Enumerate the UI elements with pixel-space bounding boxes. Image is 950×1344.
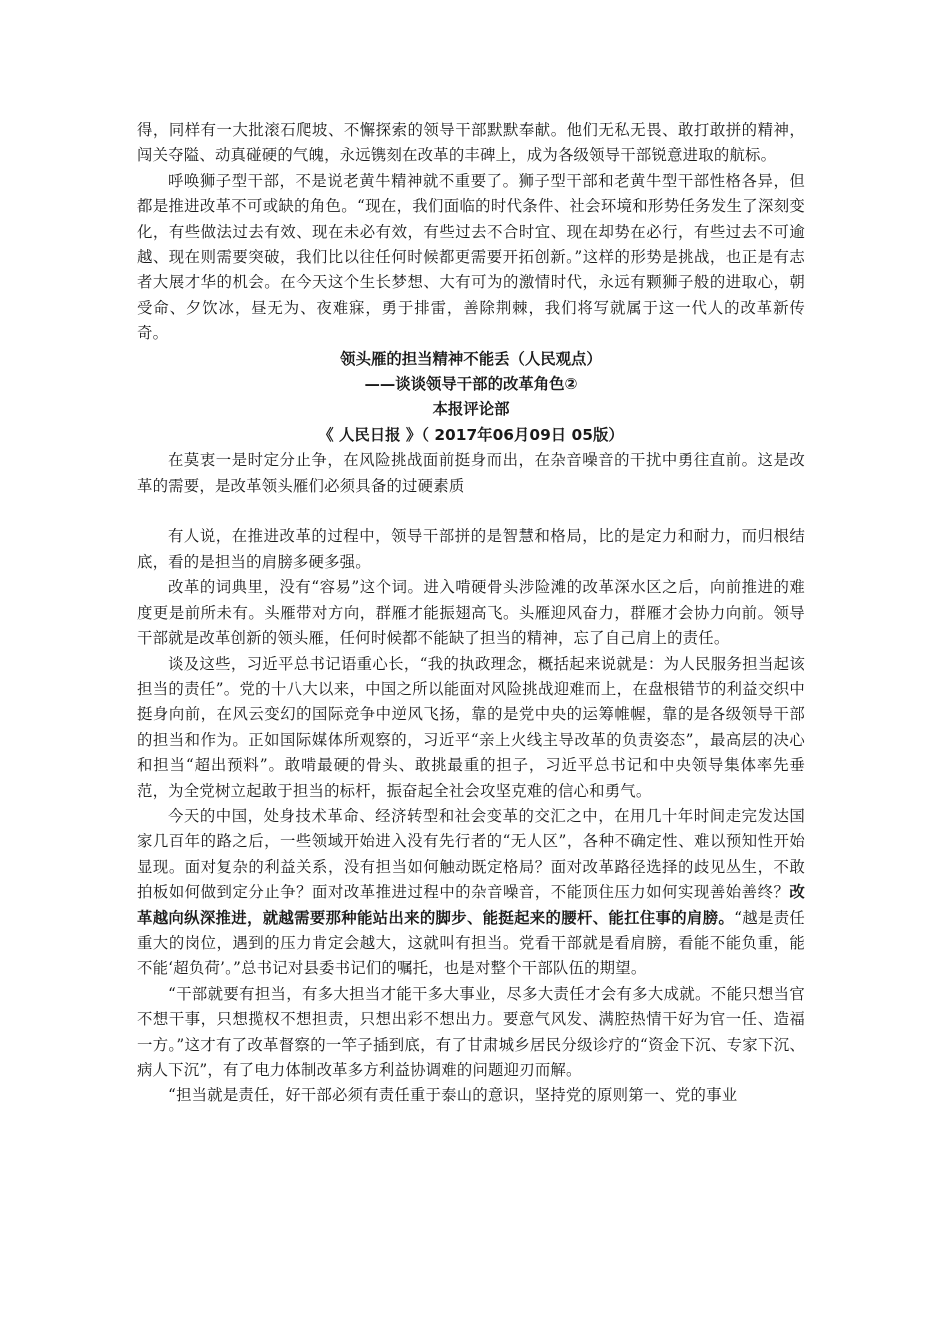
article-lead: 在莫衷一是时定分止争，在风险挑战面前挺身而出，在杂音噪音的干扰中勇往直前。这是改革的需要，是改革领头雁们必须具备的过硬素质: [137, 451, 805, 495]
paragraph-4-bold: 改革越向纵深推进，就越需要那种能站出来的脚步、能挺起来的腰杆、能扛住事的肩膀。: [137, 883, 805, 927]
blank-line: [137, 499, 805, 524]
paragraph-2: 改革的词典里，没有“容易”这个词。进入啃硬骨头涉险滩的改革深水区之后，向前推进的难度更是前所未有。头雁带对方向，群雁才能振翅高飞。头雁迎风奋力，群雁才会协力向前。领导干部就是改革创新的领头雁，任何时候都不能缺了担当的精神，忘了自己肩上的责任。: [137, 578, 805, 648]
document-page: [137, 118, 805, 1109]
paragraph-1: 有人说，在推进改革的过程中，领导干部拼的是智慧和格局，比的是定力和耐力，而归根结底，看的是担当的肩膀多硬多强。: [137, 527, 805, 571]
article-source: 《 人民日报 》（ 2017年06月09日 05版）: [318, 425, 624, 444]
paragraph-lion-cadres: 呼唤狮子型干部，不是说老黄牛精神就不重要了。狮子型干部和老黄牛型干部性格各异，但都是推进改革不可或缺的角色。“现在，我们面临的时代条件、社会环境和形势任务发生了深刻变化，有些做法过去有效、现在未必有效，有些过去不合时宜、现在却势在必行，有些过去不可逾越、现在则需要突破，我们比以往任何时候都更需要开拓创新。”这样的形势是挑战，也正是有志者大展才华的机会。在今天这个生长梦想、大有可为的激情时代，永远有颗狮子般的进取心，朝受命、夕饮冰，昼无为、夜难寐，勇于排雷，善除荆棘，我们将写就属于这一代人的改革新传奇。: [137, 171, 805, 343]
paragraph-4-end: “越是责任重大的岗位，遇到的压力肯定会越大，这就叫有担当。党看干部就是看肩膀，看能不能负重，能不能‘超负荷’。”总书记对县委书记们的嘱托，也是对整个干部队伍的期望。: [137, 908, 805, 978]
paragraph-4-start: 今天的中国，处身技术革命、经济转型和社会变革的交汇之中，在用几十年时间走完发达国家几百年的路之后，一些领域开始进入没有先行者的“无人区”，各种不确定性、难以预知性开始显现。面对复杂的利益关系，没有担当如何触动既定格局？面对改革路径选择的歧见丛生，不敢拍板如何做到定分止争？面对改革推进过程中的杂音噪音，不能顶住压力如何实现善始善终？: [137, 806, 805, 902]
paragraph-continuation: 得，同样有一大批滚石爬坡、不懈探索的领导干部默默奉献。他们无私无畏、敢打敢拼的精神，闯关夺隘、动真碰硬的气魄，永远镌刻在改革的丰碑上，成为各级领导干部锐意进取的航标。: [137, 121, 805, 165]
article-title: 领头雁的担当精神不能丢（人民观点）: [340, 349, 602, 368]
paragraph-6: “担当就是责任，好干部必须有责任重于泰山的意识，坚持党的原则第一、党的事业: [168, 1086, 738, 1105]
paragraph-3: 谈及这些，习近平总书记语重心长，“我的执政理念，概括起来说就是：为人民服务担当起该担当的责任”。党的十八大以来，中国之所以能面对风险挑战迎难而上，在盘根错节的利益交织中挺身向前，在风云变幻的国际竞争中逆风飞扬，靠的是党中央的运筹帷幄，靠的是各级领导干部的担当和作为。正如国际媒体所观察的，习近平“亲上火线主导改革的负责姿态”，最高层的决心和担当“超出预料”。敢啃最硬的骨头、敢挑最重的担子，习近平总书记和中央领导集体率先垂范，为全党树立起敢于担当的标杆，振奋起全社会攻坚克难的信心和勇气。: [137, 654, 805, 800]
paragraph-4: [137, 804, 805, 982]
article-author: 本报评论部: [432, 400, 510, 419]
paragraph-5: “干部就要有担当，有多大担当才能干多大事业，尽多大责任才会有多大成就。不能只想当官不想干事，只想揽权不想担责，只想出彩不想出力。要意气风发、满腔热情干好为官一任、造福一方。”这才有了改革督察的一竿子插到底，有了甘肃城乡居民分级诊疗的“资金下沉、专家下沉、病人下沉”，有了电力体制改革多方利益协调难的问题迎刃而解。: [137, 984, 805, 1080]
article-subtitle: ——谈谈领导干部的改革角色②: [364, 375, 578, 394]
